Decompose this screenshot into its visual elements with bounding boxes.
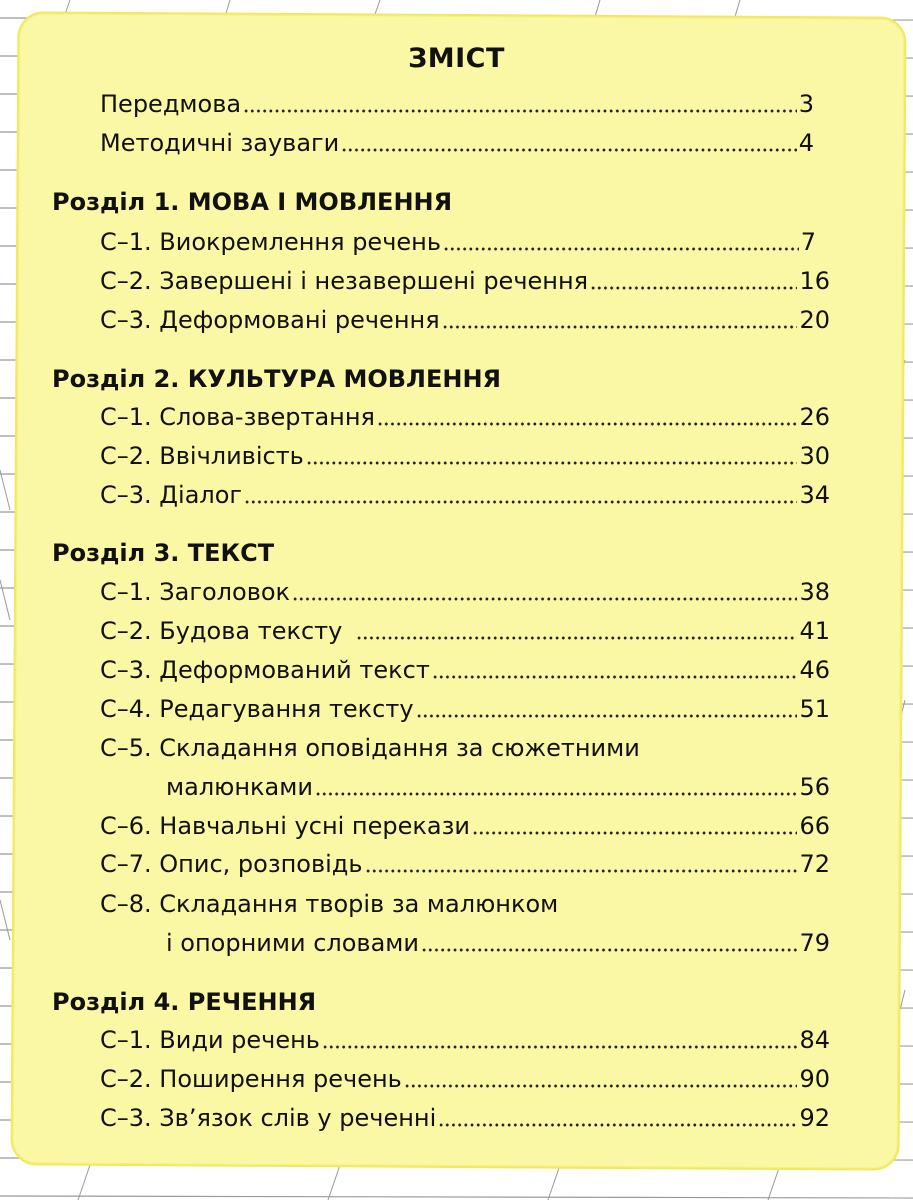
dot-leader — [442, 325, 798, 329]
margin-slant-line — [0, 580, 10, 620]
margin-slant-line — [768, 1165, 780, 1200]
toc-row[interactable] — [166, 926, 830, 960]
dot-leader — [365, 869, 798, 873]
toc-row[interactable] — [100, 614, 830, 648]
dot-leader — [377, 422, 797, 426]
toc-row[interactable] — [100, 847, 830, 881]
toc-entry-label: С–4. Редагування тексту — [100, 695, 414, 723]
section-heading-1[interactable]: Розділ 1. МОВА І МОВЛЕННЯ — [52, 188, 453, 216]
ruling-line — [0, 1196, 913, 1198]
page-number: 38 — [799, 578, 830, 606]
page-number: 92 — [799, 1104, 830, 1132]
section-heading-3[interactable]: Розділ 3. ТЕКСТ — [52, 539, 275, 567]
toc-entry-label: С–6. Навчальні усні перекази — [100, 812, 470, 840]
toc-entry-label: С–3. Діалог — [100, 481, 243, 509]
toc-entry-label: С–1. Виокремлення речень — [100, 228, 441, 256]
page-title: ЗМІСТ — [408, 43, 505, 74]
toc-entry-continuation: і опорними словами — [166, 929, 419, 957]
page-number: 72 — [799, 850, 830, 878]
toc-entry-label[interactable]: С–5. Складання оповідання за сюжетними — [100, 734, 640, 762]
dot-leader — [356, 636, 797, 640]
toc-entry-label: С–3. Зв’язок слів у реченні — [100, 1104, 437, 1132]
dot-leader — [341, 148, 796, 152]
margin-slant-line — [0, 470, 10, 510]
toc-row[interactable] — [100, 264, 830, 298]
page-number: 90 — [799, 1065, 830, 1093]
page-number: 4 — [798, 129, 814, 157]
dot-leader — [438, 1123, 797, 1127]
section-heading-4[interactable]: Розділ 4. РЕЧЕННЯ — [52, 988, 317, 1016]
toc-entry-label: С–1. Заголовок — [100, 578, 291, 606]
margin-slant-line — [548, 1165, 560, 1200]
toc-row[interactable] — [100, 1062, 830, 1096]
page-number: 7 — [800, 228, 816, 256]
page-number: 3 — [798, 90, 814, 118]
dot-leader — [472, 831, 798, 835]
dot-leader — [243, 109, 797, 113]
dot-leader — [590, 286, 797, 290]
toc-entry-label: С–7. Опис, розповідь — [100, 850, 363, 878]
page-number: 66 — [799, 812, 830, 840]
dot-leader — [244, 500, 797, 504]
dot-leader — [421, 948, 797, 952]
toc-entry-continuation: малюнками — [166, 773, 313, 801]
page-number: 84 — [799, 1026, 830, 1054]
margin-slant-line — [78, 1165, 90, 1200]
toc-entry-label: Передмова — [100, 90, 242, 118]
section-heading-2[interactable]: Розділ 2. КУЛЬТУРА МОВЛЕННЯ — [52, 365, 502, 393]
page-number: 51 — [799, 695, 830, 723]
page-number: 26 — [799, 403, 830, 431]
dot-leader — [315, 792, 798, 796]
toc-row[interactable] — [100, 400, 830, 434]
toc-row[interactable] — [100, 692, 830, 726]
page-number: 34 — [799, 481, 830, 509]
toc-entry-label: С–2. Ввічливість — [100, 442, 304, 470]
toc-row[interactable] — [100, 575, 830, 609]
dot-leader — [416, 714, 798, 718]
dot-leader — [404, 1084, 798, 1088]
toc-entry-label: С–2. Поширення речень — [100, 1065, 402, 1093]
toc-row[interactable] — [166, 770, 830, 804]
toc-row[interactable] — [100, 303, 830, 337]
toc-entry-label: Методичні зауваги — [100, 129, 340, 157]
toc-entry-label: С–2. Будова тексту — [100, 617, 343, 645]
margin-slant-line — [0, 900, 10, 940]
dot-leader — [443, 247, 799, 251]
toc-entry-label[interactable]: С–8. Складання творів за малюнком — [100, 890, 559, 918]
dot-leader — [432, 675, 798, 679]
toc-row[interactable] — [100, 225, 816, 259]
dot-leader — [292, 597, 797, 601]
toc-row-foreword[interactable] — [100, 87, 814, 121]
toc-entry-label: С–1. Слова-звертання — [100, 403, 375, 431]
toc-row[interactable] — [100, 478, 830, 512]
page-number: 16 — [799, 267, 830, 295]
toc-entry-label: С–2. Завершені і незавершені речення — [100, 267, 589, 295]
toc-entry-label: С–1. Види речень — [100, 1026, 320, 1054]
toc-row[interactable] — [100, 439, 830, 473]
page-number: 56 — [799, 773, 830, 801]
page-number: 79 — [799, 929, 830, 957]
toc-entry-label: С–3. Деформований текст — [100, 656, 430, 684]
toc-row[interactable] — [100, 809, 830, 843]
toc-row[interactable] — [100, 1101, 830, 1135]
dot-leader — [306, 461, 798, 465]
page-number: 30 — [799, 442, 830, 470]
dot-leader — [322, 1045, 798, 1049]
page-number: 20 — [799, 306, 830, 334]
toc-row[interactable] — [100, 653, 830, 687]
toc-row[interactable] — [100, 1023, 830, 1057]
margin-slant-line — [328, 1165, 340, 1200]
page-number: 41 — [799, 617, 830, 645]
toc-entry-label: С–3. Деформовані речення — [100, 306, 440, 334]
toc-row-methodical-notes[interactable] — [100, 126, 814, 160]
page-number: 46 — [799, 656, 830, 684]
